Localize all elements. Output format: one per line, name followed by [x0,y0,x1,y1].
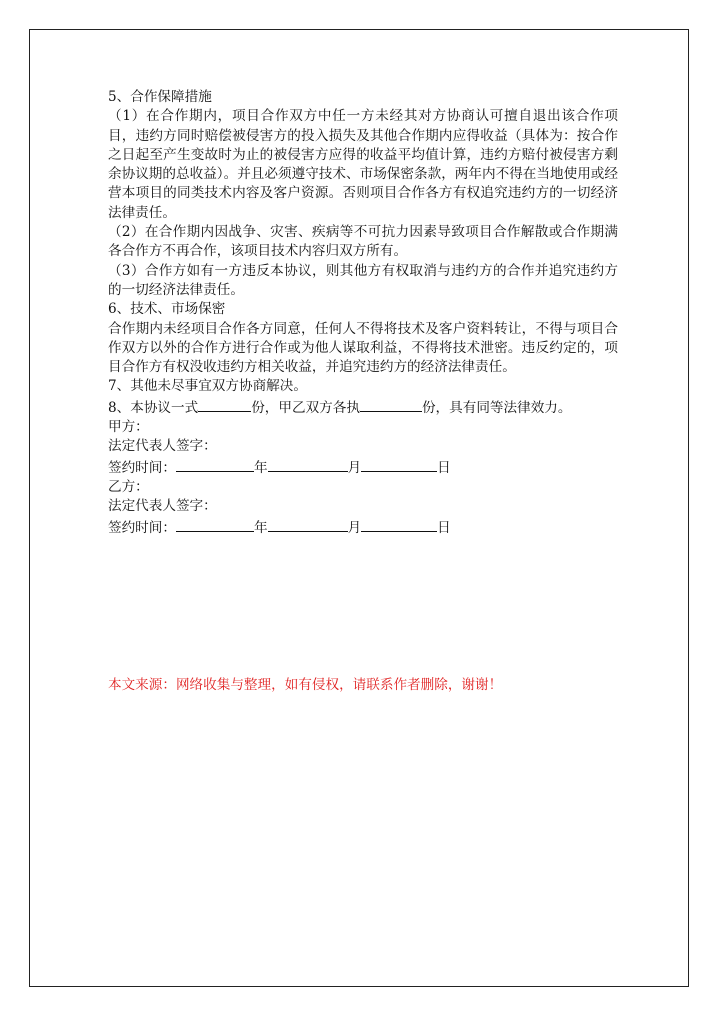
party-a-label: 甲方： [108,419,149,436]
copies-total-blank[interactable] [198,397,251,412]
section5-heading: 5、合作保障措施 [108,89,212,105]
section8-part3: 份，具有同等法律效力。 [421,399,572,416]
section5-item1: （1）在合作期内，项目合作双方中任一方未经其对方协商认可擅自退出该合作项目，违约方同时赔偿被侵害方的投入损失及其他合作期内应得收益（具体为：按合作之日起至产生变故时为止的被侵害方应得的收益平均值计算，违约方赔付被侵害方剩余协议期的总收益）。并且必须遵守技术、市场保密条款，两年内不得在当地使用或经营本项目的同类技术内容及客户资源。否则项目合作各方有权追究违约方的一切经济法律责任。 [108,108,618,221]
party-a-year-label: 年 [253,459,268,476]
copies-each-blank[interactable] [360,397,422,412]
party-b-date-line [108,517,618,538]
party-b-rep-label: 法定代表人签字： [108,498,217,515]
section6-heading: 6、技术、市场保密 [108,301,226,318]
section5-item2: （2）在合作期内因战争、灾害、疾病等不可抗力因素导致项目合作解散或合作期满各合作方不再合作，该项目技术内容归双方所有。 [108,224,618,260]
section6-body: 合作期内未经项目合作各方同意，任何人不得将技术及客户资料转让，不得与项目合作双方以外的合作方进行合作或为他人谋取利益，不得将技术泄密。违反约定的，项目合作方有权没收违约方相关收益，并追究违约方的经济法律责任。 [108,320,618,376]
party-b-month-label: 月 [347,519,362,536]
section8-part2: 份，甲乙双方各执 [251,399,360,416]
party-a-day-blank[interactable] [361,457,437,472]
party-a-date-line [108,457,618,478]
party-b-year-blank[interactable] [176,517,254,532]
party-a-month-blank[interactable] [268,457,348,472]
party-b-day-label: 日 [437,519,451,536]
party-b-date-label: 签约时间： [108,519,176,536]
party-a-month-label: 月 [347,459,362,476]
party-b-month-blank[interactable] [268,517,348,532]
party-a-rep-label: 法定代表人签字： [108,438,217,455]
document-body [108,88,618,538]
section8-text [108,397,618,418]
party-a-day-label: 日 [437,459,451,476]
party-a-date-label: 签约时间： [108,459,176,476]
section7-text: 7、其他未尽事宜双方协商解决。 [108,378,307,395]
section5-item3: （3）合作方如有一方违反本协议，则其他方有权取消与违约方的合作并追究违约方的一切经济法律责任。 [108,262,618,298]
source-note: 本文来源：网络收集与整理，如有侵权，请联系作者删除，谢谢！ [108,677,503,693]
party-b-year-label: 年 [253,519,268,536]
section8-part1: 8、本协议一式 [108,399,199,416]
party-a-year-blank[interactable] [176,457,254,472]
party-b-day-blank[interactable] [361,517,437,532]
party-b-label: 乙方： [108,478,149,495]
